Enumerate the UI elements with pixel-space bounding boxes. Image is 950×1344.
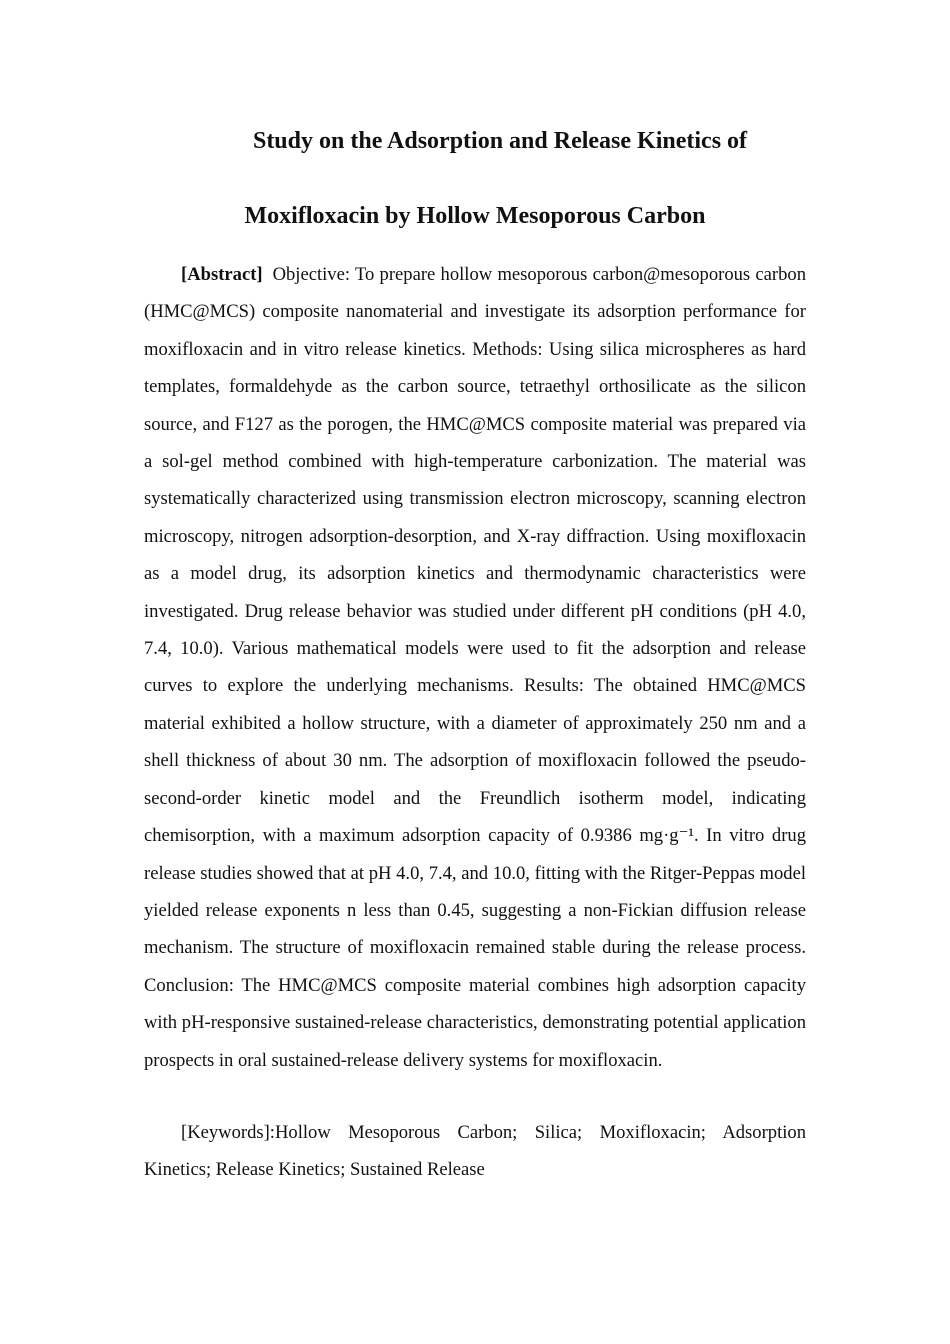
keywords-paragraph <box>144 1114 806 1189</box>
keywords-text: Hollow Mesoporous Carbon; Silica; Moxifloxacin; Adsorption Kinetics; Release Kinetics; Sustained Release <box>144 1122 806 1181</box>
abstract-text: Objective: To prepare hollow mesoporous carbon@mesoporous carbon (HMC@MCS) composite nanomaterial and investigate its adsorption performance for moxifloxacin and in vitro release kinetics. Methods: Using silica microspheres as hard templates, formaldehyde as the carbon source, tetraethyl orthosilicate as the silicon source, and F127 as the porogen, the HMC@MCS composite material was prepared via a sol-gel method combined with high-temperature carbonization. The material was systematically characterized using transmission electron microscopy, scanning electron microscopy, nitrogen adsorption-desorption, and X-ray diffraction. Using moxifloxacin as a model drug, its adsorption kinetics and thermodynamic characteristics were investigated. Drug release behavior was studied under different pH conditions (pH 4.0, 7.4, 10.0). Various mathematical models were used to fit the adsorption and release curves to explore the underlying mechanisms. Results: The obtained HMC@MCS material exhibited a hollow structure, with a diameter of approximately 250 nm and a shell thickness of about 30 nm. The adsorption of moxifloxacin followed the pseudo-second-order kinetic model and the Freundlich isotherm model, indicating chemisorption, with a maximum adsorption capacity of 0.9386 mg·g⁻¹. In vitro drug release studies showed that at pH 4.0, 7.4, and 10.0, fitting with the Ritger-Peppas model yielded release exponents n less than 0.45, suggesting a non-Fickian diffusion release mechanism. The structure of moxifloxacin remained stable during the release process. Conclusion: The HMC@MCS composite material combines high adsorption capacity with pH-responsive sustained-release characteristics, demonstrating potential application prospects in oral sustained-release delivery systems for moxifloxacin. <box>144 264 806 1071</box>
keywords-section <box>144 1114 806 1189</box>
paper-title-line-1: Study on the Adsorption and Release Kinetics of <box>252 128 748 154</box>
abstract-label: [Abstract] <box>181 264 263 285</box>
abstract-section <box>144 256 806 1079</box>
abstract-paragraph <box>144 256 806 1079</box>
keywords-label: [Keywords]: <box>181 1122 275 1143</box>
paper-title-line-2: Moxifloxacin by Hollow Mesoporous Carbon <box>244 203 706 229</box>
